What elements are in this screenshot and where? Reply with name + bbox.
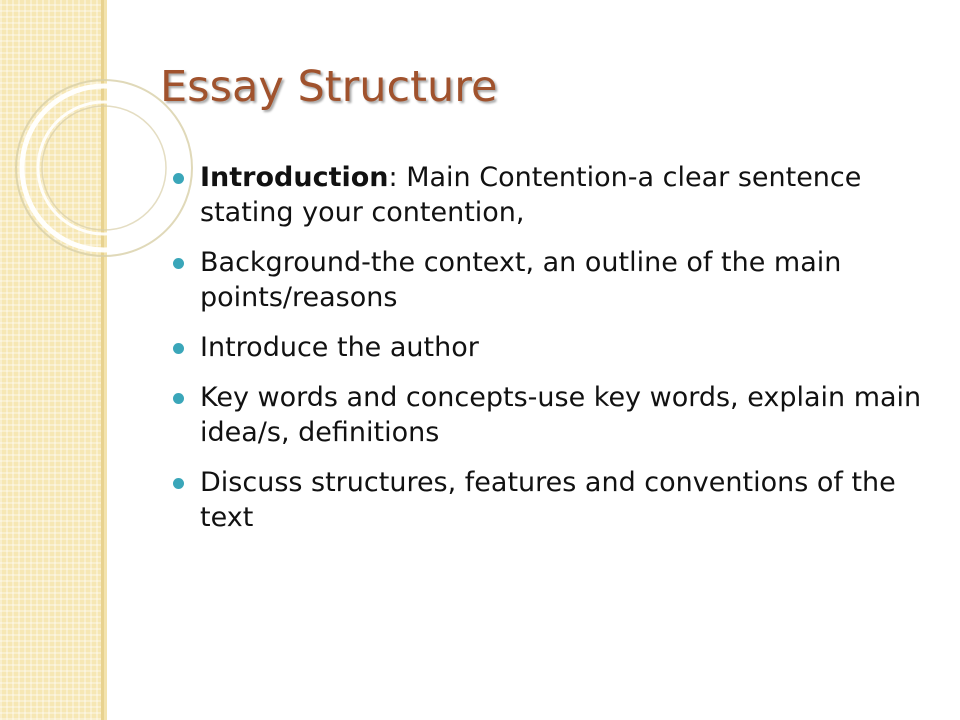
bullet-item-structures — [170, 465, 930, 535]
circle-bullet-icon — [173, 478, 184, 489]
bullet-item-background — [170, 245, 930, 315]
circle-bullet-icon — [173, 258, 184, 269]
bullet-item-introduction — [170, 160, 930, 230]
slide-title: Essay Structure — [160, 62, 498, 112]
bullet-bold-label: Introduction — [200, 162, 389, 193]
bullet-text: Introduce the author — [200, 332, 479, 363]
circle-bullet-icon — [173, 393, 184, 404]
bullet-list — [170, 160, 930, 550]
circle-bullet-icon — [173, 173, 184, 184]
bullet-item-key-words — [170, 380, 930, 450]
bullet-text: Background-the context, an outline of the main points/reasons — [200, 247, 842, 313]
bullet-text: : Main Contention-a clear sentence stating your contention, — [200, 162, 862, 228]
bullet-text: Key words and concepts-use key words, explain main idea/s, definitions — [200, 382, 922, 448]
circle-bullet-icon — [173, 343, 184, 354]
bullet-item-author — [170, 330, 930, 365]
bullet-text: Discuss structures, features and conventions of the text — [200, 467, 896, 533]
